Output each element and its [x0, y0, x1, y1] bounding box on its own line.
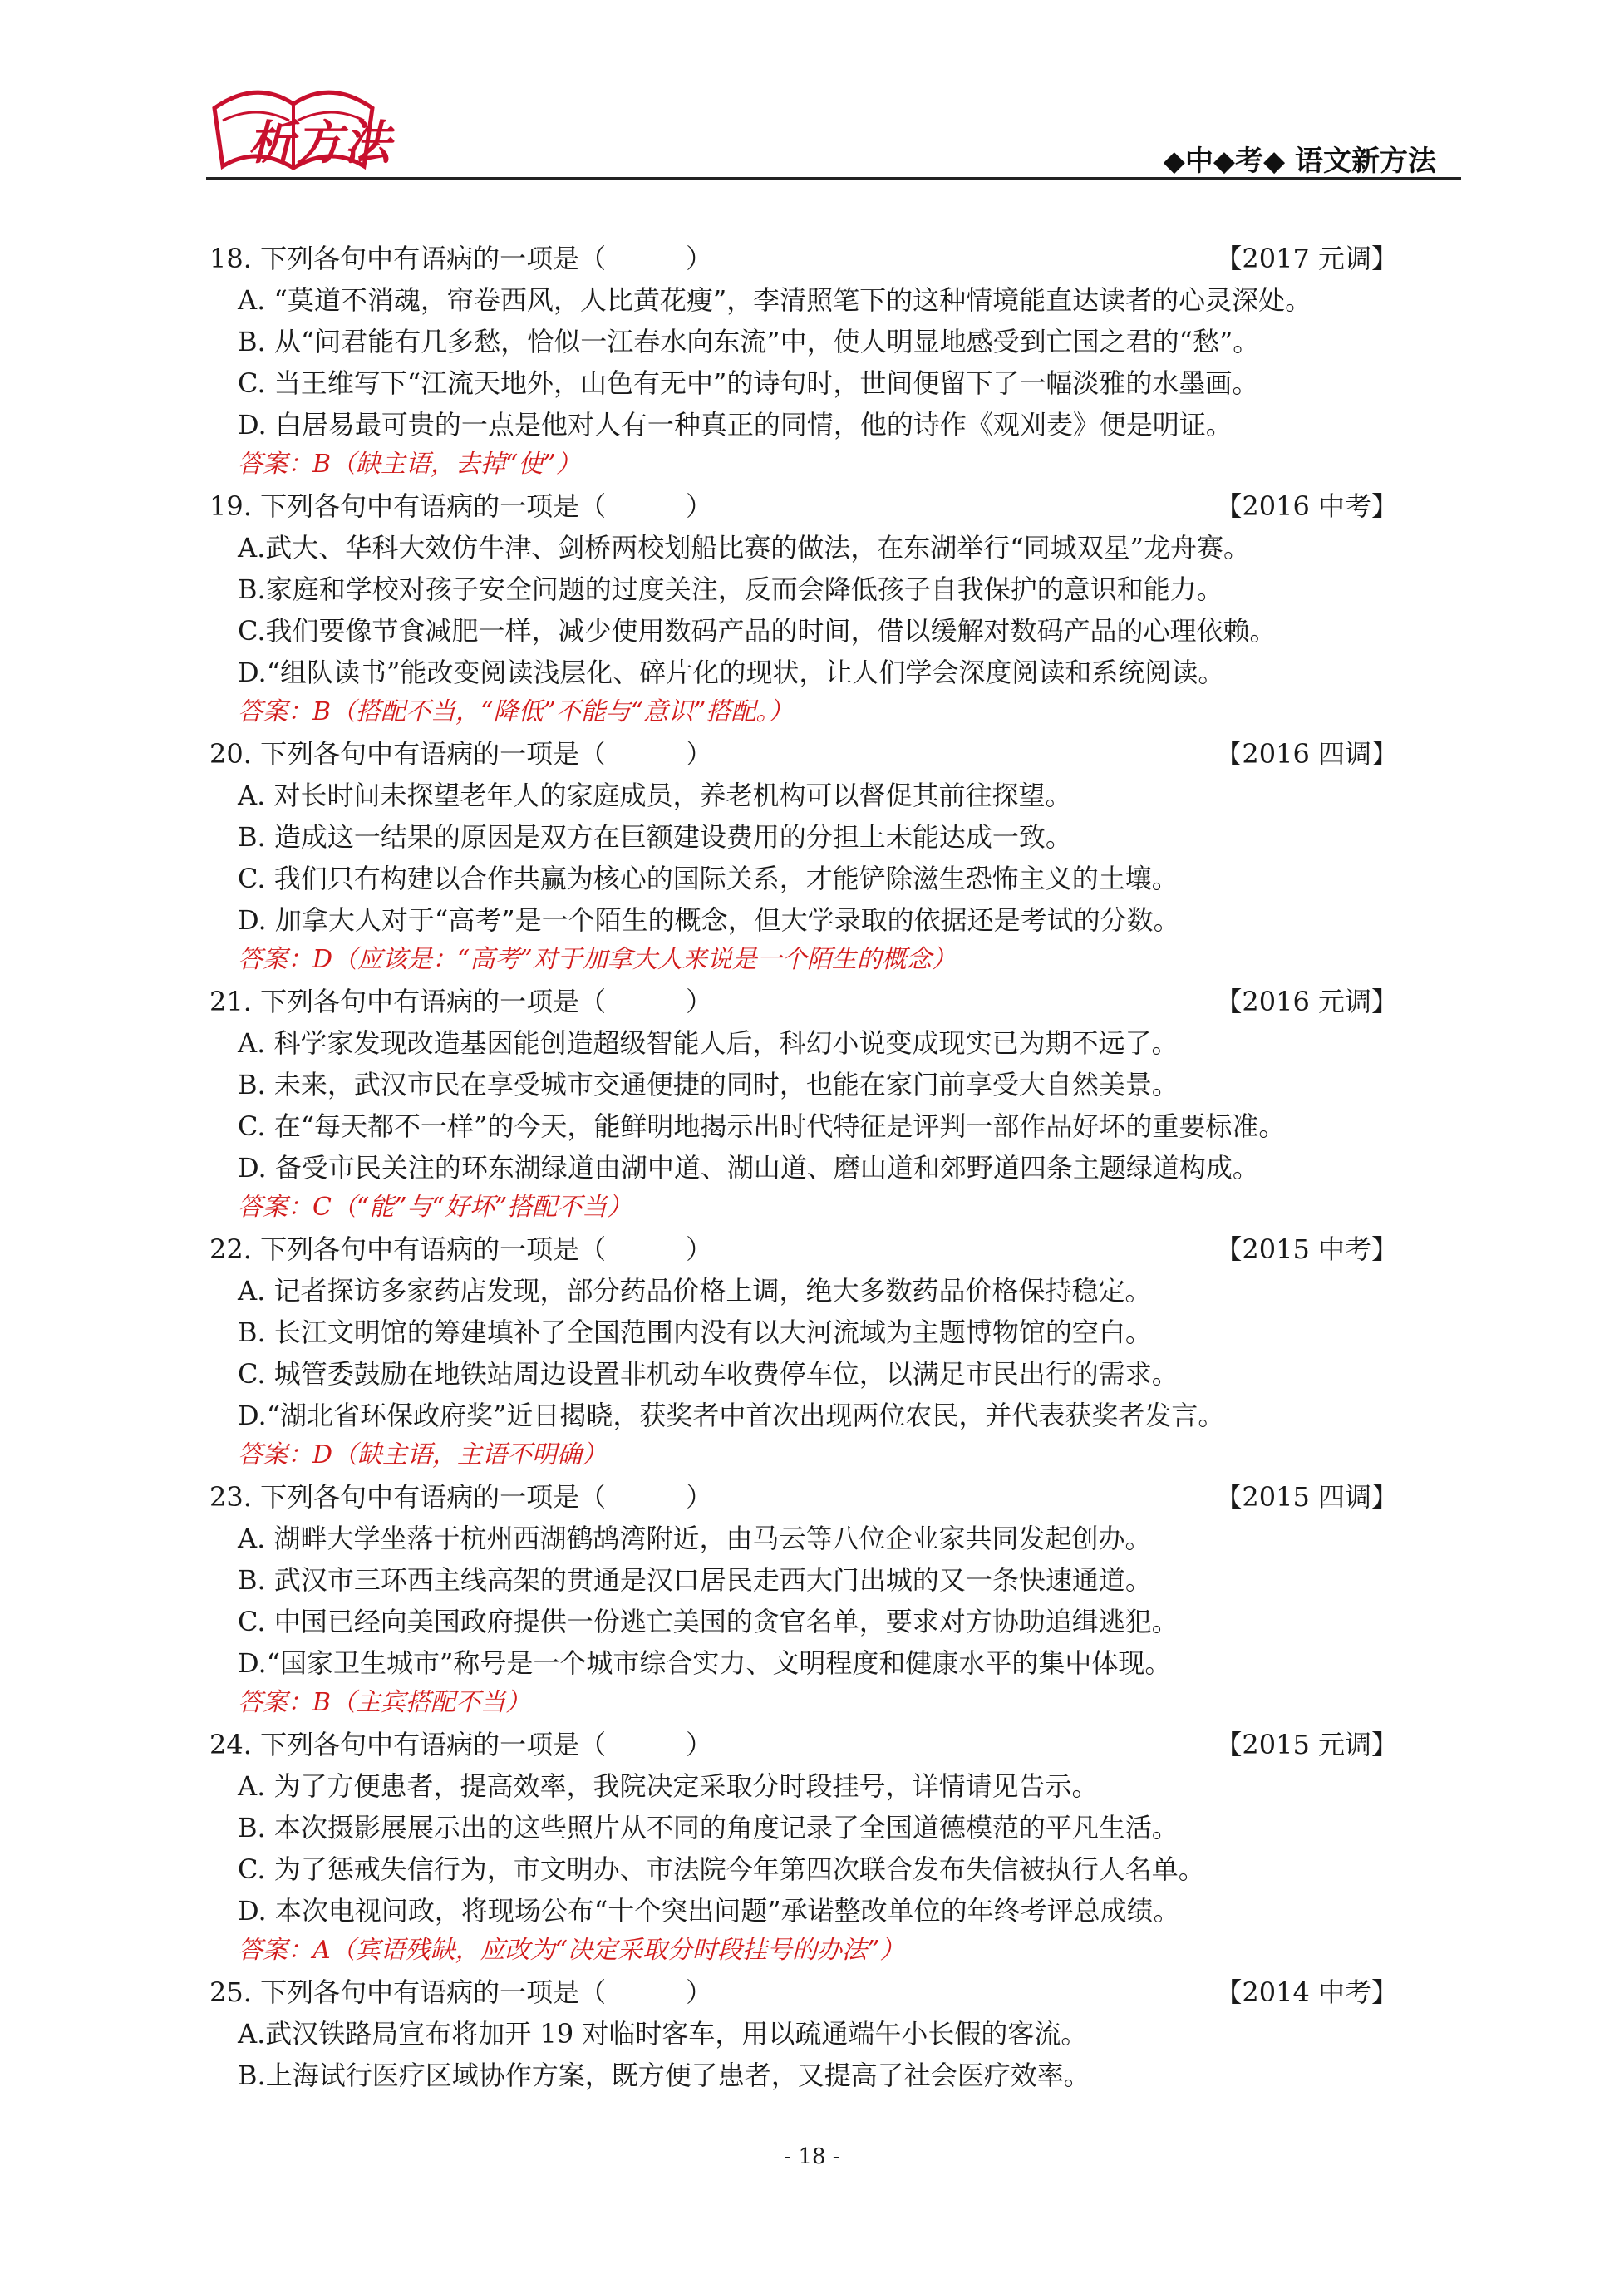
brand-title: ◆中◆考◆ 语文新方法: [1163, 145, 1436, 178]
option-d: D. 备受市民关注的环东湖绿道由湖中道、湖山道、磨山道和郊野道四条主题绿道构成。: [238, 1152, 1259, 1184]
option-c: C. 城管委鼓励在地铁站周边设置非机动车收费停车位，以满足市民出行的需求。: [238, 1358, 1179, 1390]
option-a: A.武汉铁路局宣布将加开 19 对临时客车，用以疏通端午小长假的客流。: [238, 2018, 1088, 2050]
option-d: D.“湖北省环保政府奖”近日揭晓，获奖者中首次出现两位农民，并代表获奖者发言。: [238, 1400, 1225, 1431]
page-number: - 18 -: [784, 2144, 840, 2169]
question-stem: 21. 下列各句中有语病的一项是（ ）: [209, 986, 713, 1017]
question-stem: 18. 下列各句中有语病的一项是（ ）: [209, 243, 713, 274]
option-d: D.“组队读书”能改变阅读浅层化、碎片化的现状，让人们学会深度阅读和系统阅读。: [238, 657, 1225, 688]
question-21: [209, 981, 1398, 1227]
question-source-tag: 【2017 元调】: [1215, 243, 1398, 274]
answer-note: 答案：B（缺主语，去掉“使”）: [238, 450, 581, 479]
option-b: B.上海试行医疗区域协作方案，既方便了患者，又提高了社会医疗效率。: [238, 2060, 1090, 2091]
option-c: C. 在“每天都不一样”的今天，能鲜明地揭示出时代特征是评判一部作品好坏的重要标准。: [238, 1110, 1286, 1142]
option-b: B. 造成这一结果的原因是双方在巨额建设费用的分担上未能达成一致。: [238, 821, 1072, 853]
option-a: A. 记者探访多家药店发现，部分药品价格上调，绝大多数药品价格保持稳定。: [238, 1275, 1152, 1307]
answer-note: 答案：B（搭配不当，“降低”不能与“意识”搭配。）: [238, 697, 794, 726]
question-stem: 22. 下列各句中有语病的一项是（ ）: [209, 1233, 713, 1265]
question-24: [209, 1724, 1398, 1970]
question-source-tag: 【2016 中考】: [1215, 490, 1398, 522]
question-22: [209, 1228, 1398, 1474]
question-stem: 19. 下列各句中有语病的一项是（ ）: [209, 490, 713, 522]
logo-text: 析方法: [248, 116, 392, 170]
answer-note: 答案：B（主宾搭配不当）: [238, 1688, 531, 1717]
question-18: [209, 238, 1398, 484]
option-a: A. 为了方便患者，提高效率，我院决定采取分时段挂号，详情请见告示。: [238, 1770, 1099, 1802]
question-source-tag: 【2015 四调】: [1215, 1481, 1398, 1513]
option-a: A. 对长时间未探望老年人的家庭成员，养老机构可以督促其前往探望。: [238, 780, 1072, 811]
option-c: C. 当王维写下“江流天地外，山色有无中”的诗句时，世间便留下了一幅淡雅的水墨画。: [238, 367, 1259, 399]
option-a: A. “莫道不消魂，帘卷西风，人比黄花瘦”，李清照笔下的这种情境能直达读者的心灵深处。: [238, 284, 1312, 316]
answer-note: 答案：A（宾语残缺，应改为“决定采取分时段挂号的办法”）: [238, 1936, 905, 1965]
option-b: B. 武汉市三环西主线高架的贯通是汉口居民走西大门出城的又一条快速通道。: [238, 1564, 1152, 1596]
option-c: C.我们要像节食减肥一样，减少使用数码产品的时间，借以缓解对数码产品的心理依赖。: [238, 615, 1277, 647]
question-source-tag: 【2016 元调】: [1215, 986, 1398, 1017]
option-a: A. 湖畔大学坐落于杭州西湖鹤鸪湾附近，由马云等八位企业家共同发起创办。: [238, 1523, 1152, 1554]
option-b: B.家庭和学校对孩子安全问题的过度关注，反而会降低孩子自我保护的意识和能力。: [238, 573, 1223, 605]
question-source-tag: 【2014 中考】: [1215, 1976, 1398, 2008]
question-stem: 25. 下列各句中有语病的一项是（ ）: [209, 1976, 713, 2008]
question-20: [209, 733, 1398, 979]
question-stem: 20. 下列各句中有语病的一项是（ ）: [209, 738, 713, 770]
question-source-tag: 【2015 中考】: [1215, 1233, 1398, 1265]
question-19: [209, 485, 1398, 731]
option-d: D. 加拿大人对于“高考”是一个陌生的概念，但大学录取的依据还是考试的分数。: [238, 904, 1180, 936]
answer-note: 答案：D（应该是：“高考”对于加拿大人来说是一个陌生的概念）: [238, 945, 957, 974]
option-d: D.“国家卫生城市”称号是一个城市综合实力、文明程度和健康水平的集中体现。: [238, 1647, 1172, 1679]
question-stem: 24. 下列各句中有语病的一项是（ ）: [209, 1729, 713, 1760]
option-c: C. 为了惩戒失信行为，市文明办、市法院今年第四次联合发布失信被执行人名单。: [238, 1853, 1205, 1885]
question-25: [209, 1971, 1398, 2096]
question-23: [209, 1476, 1398, 1722]
option-c: C. 我们只有构建以合作共赢为核心的国际关系，才能铲除滋生恐怖主义的土壤。: [238, 863, 1179, 894]
option-b: B. 本次摄影展展示出的这些照片从不同的角度记录了全国道德模范的平凡生活。: [238, 1812, 1179, 1843]
option-c: C. 中国已经向美国政府提供一份逃亡美国的贪官名单，要求对方协助追缉逃犯。: [238, 1606, 1179, 1637]
answer-note: 答案：D（缺主语，主语不明确）: [238, 1440, 608, 1469]
option-a: A.武大、华科大效仿牛津、剑桥两校划船比赛的做法，在东湖举行“同城双星”龙舟赛。: [238, 532, 1251, 564]
question-source-tag: 【2016 四调】: [1215, 738, 1398, 770]
option-b: B. 长江文明馆的筹建填补了全国范围内没有以大河流域为主题博物馆的空白。: [238, 1317, 1152, 1348]
option-b: B. 未来，武汉市民在享受城市交通便捷的同时，也能在家门前享受大自然美景。: [238, 1069, 1179, 1100]
question-source-tag: 【2015 元调】: [1215, 1729, 1398, 1760]
answer-note: 答案：C（“能”与“好坏”搭配不当）: [238, 1193, 632, 1222]
option-d: D. 白居易最可贵的一点是他对人有一种真正的同情，他的诗作《观刈麦》便是明证。: [238, 409, 1233, 441]
question-stem: 23. 下列各句中有语病的一项是（ ）: [209, 1481, 713, 1513]
option-b: B. 从“问君能有几多愁，恰似一江春水向东流”中，使人明显地感受到亡国之君的“愁”。: [238, 326, 1260, 357]
option-a: A. 科学家发现改造基因能创造超级智能人后，科幻小说变成现实已为期不远了。: [238, 1027, 1179, 1059]
option-d: D. 本次电视问政，将现场公布“十个突出问题”承诺整改单位的年终考评总成绩。: [238, 1895, 1180, 1927]
